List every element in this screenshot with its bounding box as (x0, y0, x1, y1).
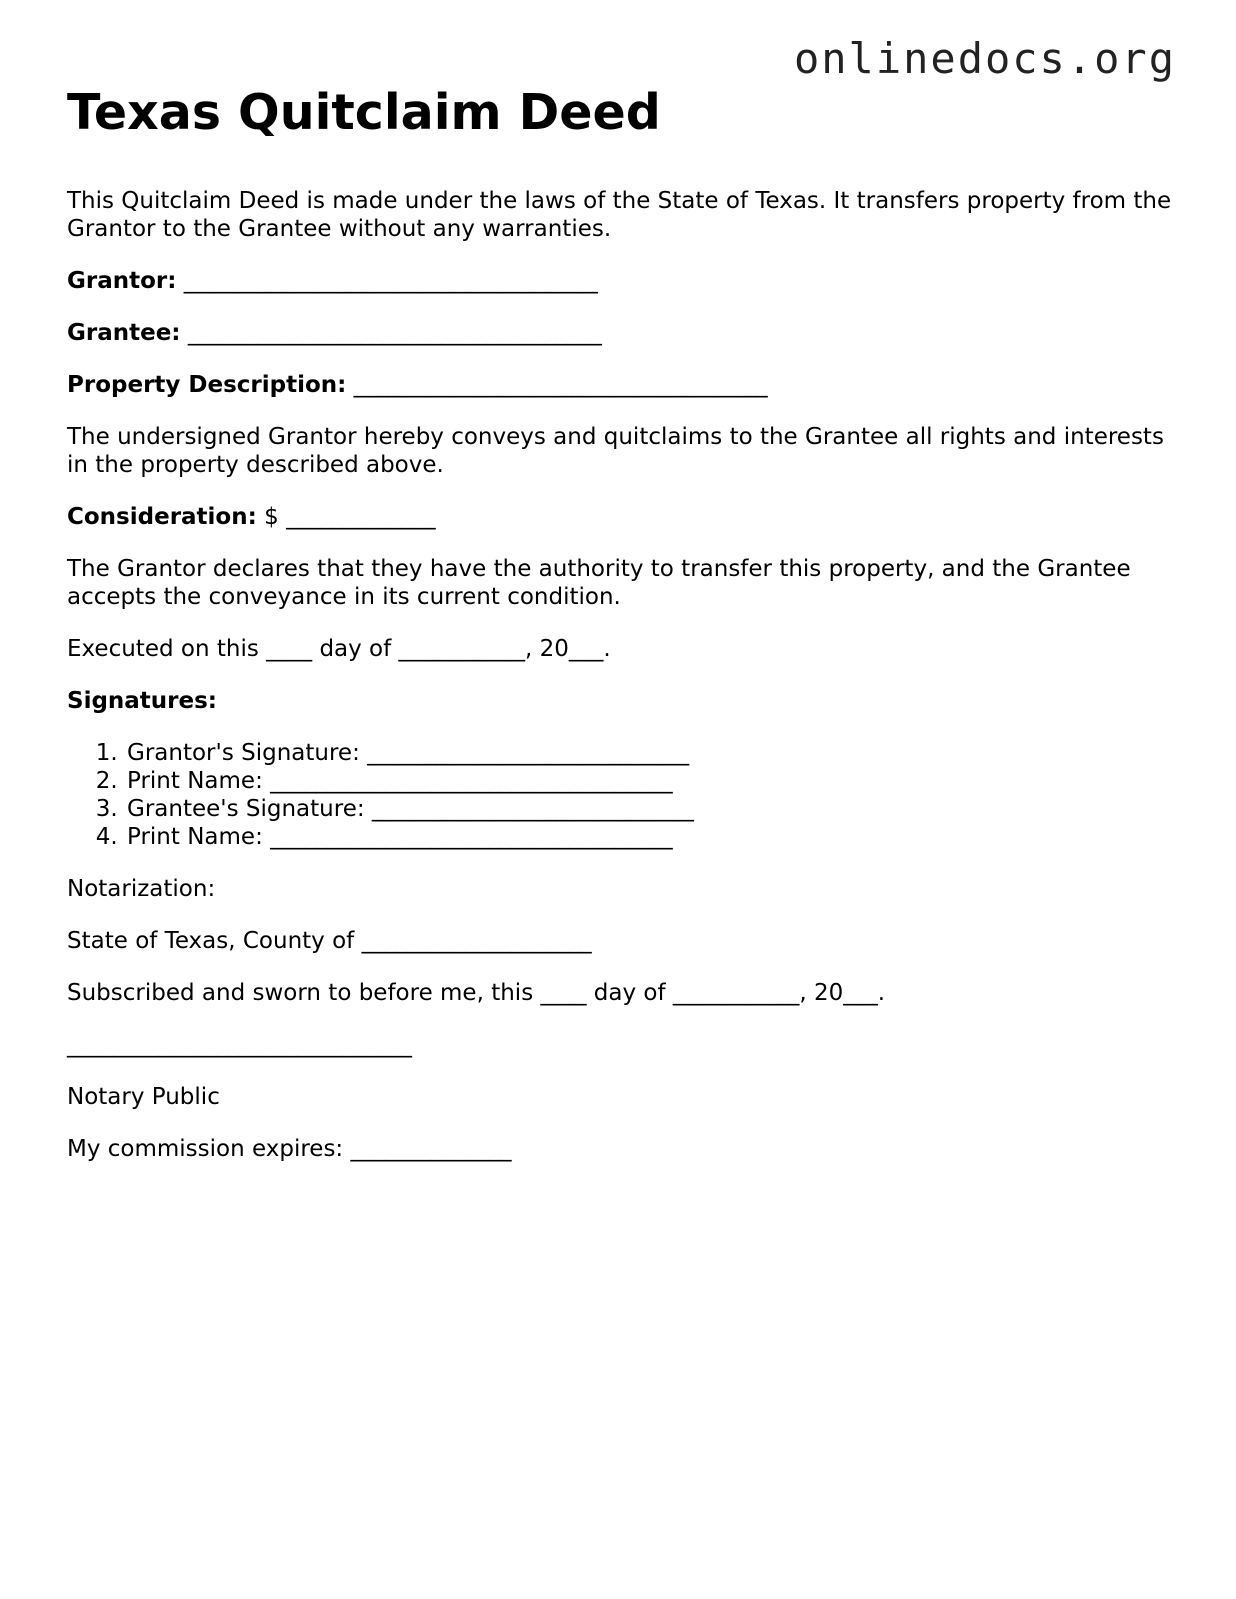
consideration-value: $ _____________ (264, 503, 436, 530)
signature-item: 4. Print Name: ___________________________________ (125, 823, 1177, 851)
document-body (67, 84, 1177, 1187)
watermark-logo: onlinedocs.org (793, 34, 1176, 83)
document-title: Texas Quitclaim Deed (67, 84, 661, 141)
conveyance-paragraph: The undersigned Grantor hereby conveys and quitclaims to the Grantee all rights and interests in the property described above. (67, 423, 1164, 478)
signature-list (67, 739, 1177, 851)
grantee-label: Grantee: (67, 319, 181, 346)
property-description-label: Property Description: (67, 371, 347, 398)
sworn-line: Subscribed and sworn to before me, this ____ day of ___________, 20___. (67, 979, 886, 1006)
signature-item: 1. Grantor's Signature: ____________________________ (125, 739, 1177, 767)
notary-signature-line: ______________________________ (67, 1031, 412, 1058)
notarization-heading: Notarization: (67, 875, 216, 902)
signature-item: 3. Grantee's Signature: ____________________________ (125, 795, 1177, 823)
executed-line: Executed on this ____ day of ___________, 20___. (67, 635, 611, 662)
grantor-field (67, 267, 1177, 295)
grantee-field (67, 319, 1177, 347)
consideration-label: Consideration: (67, 503, 257, 530)
property-description-blank: ____________________________________ (353, 371, 768, 398)
intro-paragraph: This Quitclaim Deed is made under the laws of the State of Texas. It transfers property from the Grantor to the Grantee without any warranties. (67, 187, 1172, 242)
grantee-blank: ____________________________________ (187, 319, 602, 346)
county-line: State of Texas, County of ____________________ (67, 927, 592, 954)
grantor-blank: ____________________________________ (183, 267, 598, 294)
signature-item: 2. Print Name: ___________________________________ (125, 767, 1177, 795)
commission-expires-line: My commission expires: ______________ (67, 1135, 512, 1162)
grantor-label: Grantor: (67, 267, 177, 294)
property-description-field (67, 371, 1177, 399)
notary-public-label: Notary Public (67, 1083, 220, 1110)
signatures-heading: Signatures: (67, 687, 218, 714)
consideration-field (67, 503, 1177, 531)
authority-paragraph: The Grantor declares that they have the authority to transfer this property, and the Grantee accepts the conveyance in its current condition. (67, 555, 1131, 610)
